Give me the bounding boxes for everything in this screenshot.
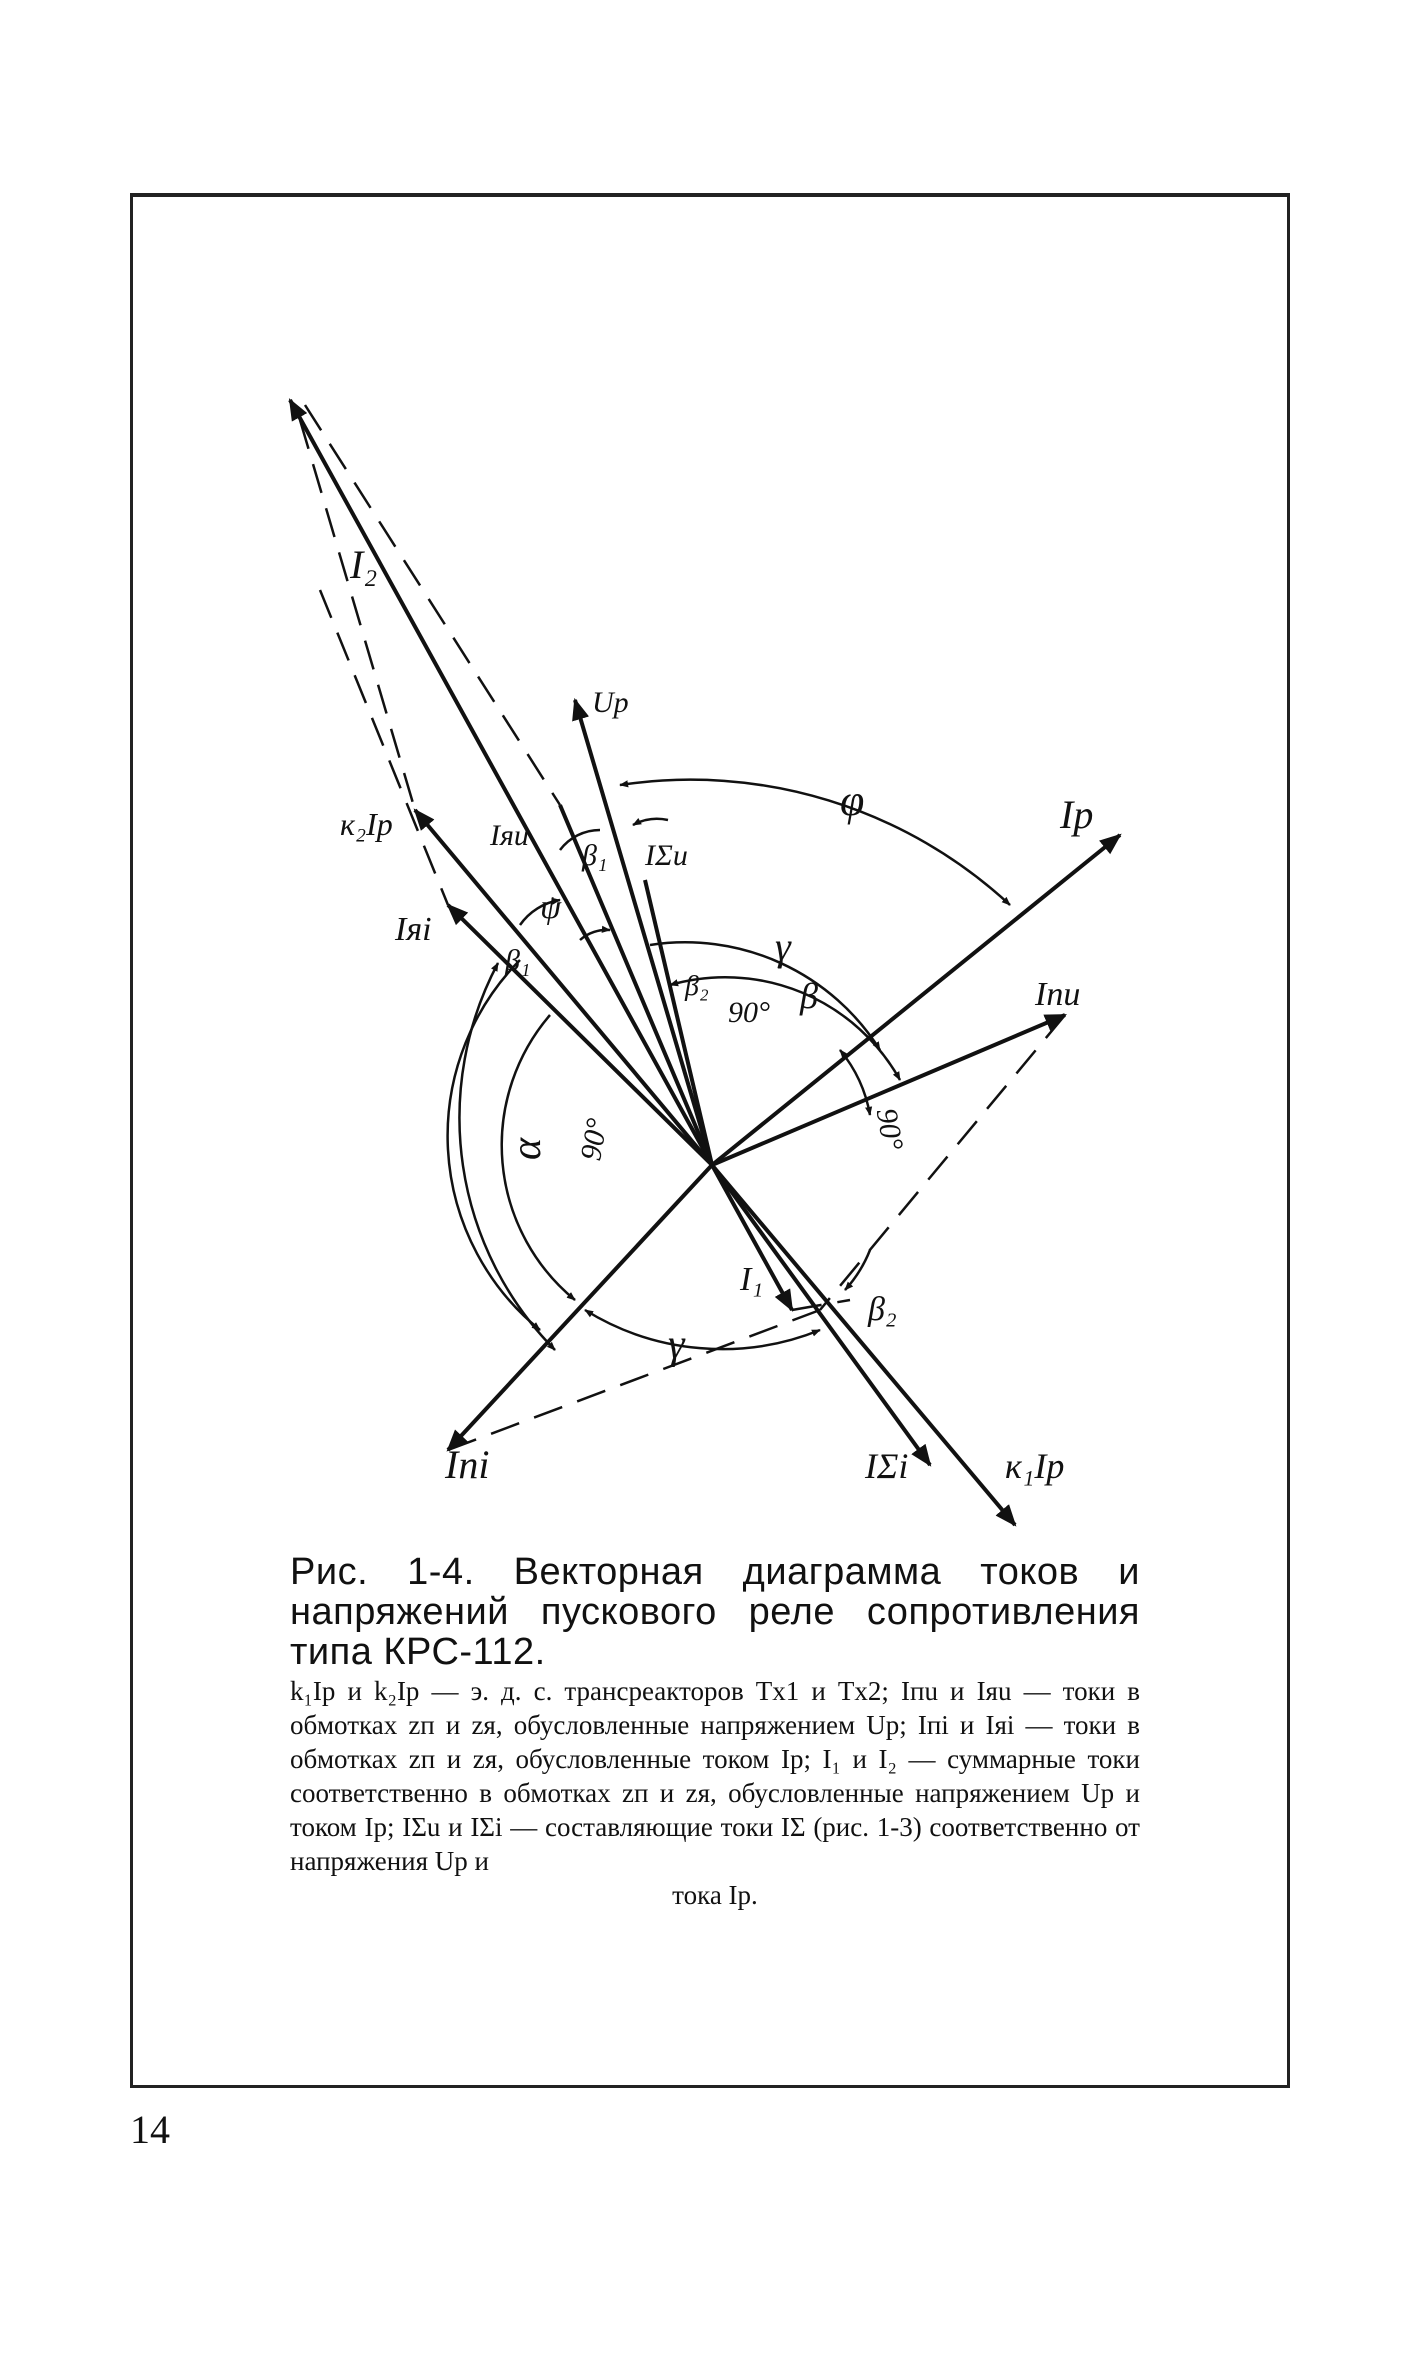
label-beta: β [800,976,818,1016]
label-beta1-mid: β₁ [505,944,531,977]
label-ip: Iр [1060,792,1094,837]
label-ninety-top: 90° [728,996,770,1029]
label-k2ip: к₂Iр [340,806,393,842]
label-iyau: Iяu [490,819,529,852]
label-psi: ψ [540,889,562,926]
label-ipu: Iпu [1035,976,1081,1013]
label-beta2-bottom: β₂ [868,1291,897,1328]
frame-mark [1287,2040,1290,2058]
label-ipi: Iпi [445,1442,490,1487]
label-k1ip: к₁Iр [1005,1446,1065,1486]
label-gamma-bottom: γ [668,1322,685,1368]
caption-body: k₁Iр и k₂Iр — э. д. с. трансреакторов Tx1 и Tx2; Iпu и Iяu — токи в обмотках zп и zя, обусловленные напряжением Uр; Iпi и Iяi — токи в обмотках zп и zя, обусловленные током Iр; I₁ и I₂ — суммарные токи соответственно в обмотках zп и zя, обусловленные напряжением Uр и током Iр; IΣu и IΣi — составляющие токи IΣ (рис. 1-3) соответственно от напряжения Uр и [290,1676,1140,1876]
label-phi: φ [840,776,865,825]
label-i1: I₁ [740,1261,764,1298]
vector-isigma-i [712,1165,930,1465]
caption-title: Рис. 1-4. Векторная диаграмма токов и напряжений пускового реле сопротивления типа КРС-112. [290,1551,1140,1673]
figure-caption [290,1552,1140,1912]
vector-k1ip [712,1165,1015,1525]
label-iyai: Iяi [395,911,432,948]
page-number: 14 [130,2107,170,2152]
label-beta1-top: β₁ [582,839,608,872]
label-ninety-left: 90° [574,1115,615,1163]
label-gamma-top: γ [775,924,791,969]
vector-ipi [448,1165,712,1450]
label-isigma-i: IΣi [865,1446,909,1486]
label-up: Uр [592,686,629,719]
label-beta2-top: β₂ [685,971,709,1002]
label-ninety-right: 90° [869,1105,910,1153]
label-isigma-u: IΣu [645,839,688,872]
label-i2: I₂ [350,542,378,587]
label-alpha: α [504,1137,550,1160]
caption-last-line: тока Iр. [672,1880,758,1910]
